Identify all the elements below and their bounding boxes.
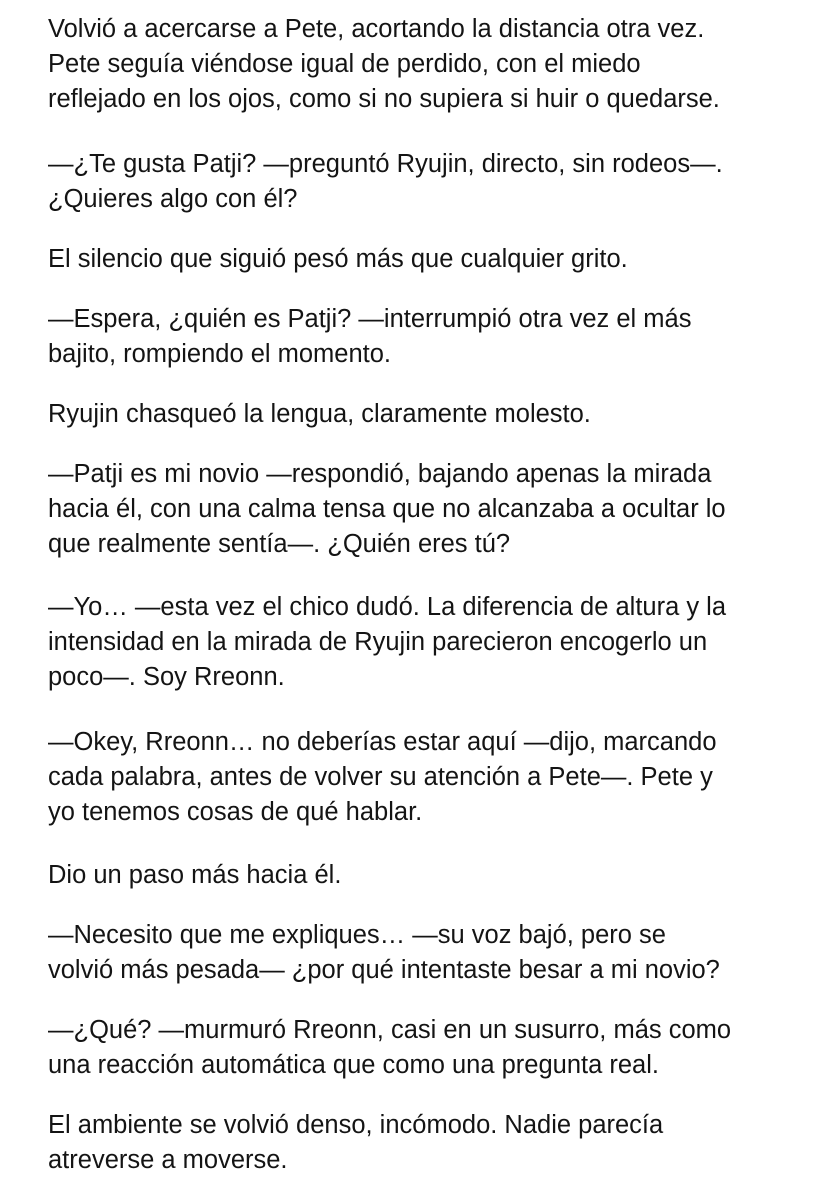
story-paragraph-8: —Okey, Rreonn… no deberías estar aquí —dijo, marcando cada palabra, antes de volver su atención a Pete—. Pete y yo tenemos cosas de qué hablar. — [48, 728, 717, 826]
story-paragraph-6: —Patji es mi novio —respondió, bajando apenas la mirada hacia él, con una calma tensa que no alcanzaba a ocultar lo que realmente sentía—. ¿Quién eres tú? — [48, 460, 726, 558]
story-paragraph-5: Ryujin chasqueó la lengua, claramente molesto. — [48, 400, 591, 428]
story-paragraph-10: —Necesito que me expliques… —su voz bajó, pero se volvió más pesada— ¿por qué intentaste besar a mi novio? — [48, 921, 720, 984]
story-paragraph-3: El silencio que siguió pesó más que cualquier grito. — [48, 245, 628, 273]
story-paragraph-2: —¿Te gusta Patji? —preguntó Ryujin, directo, sin rodeos—. ¿Quieres algo con él? — [48, 150, 723, 213]
story-paragraph-11: —¿Qué? —murmuró Rreonn, casi en un susurro, más como una reacción automática que como una pregunta real. — [48, 1016, 732, 1079]
story-paragraph-9: Dio un paso más hacia él. — [48, 861, 342, 889]
story-paragraph-7: —Yo… —esta vez el chico dudó. La diferencia de altura y la intensidad en la mirada de Ryujin parecieron encogerlo un poco—. Soy Rreonn. — [48, 593, 727, 691]
story-paragraph-4: —Espera, ¿quién es Patji? —interrumpió otra vez el más bajito, rompiendo el momento. — [48, 305, 692, 368]
story-paragraph-1: Volvió a acercarse a Pete, acortando la distancia otra vez. Pete seguía viéndose igual de perdido, con el miedo reflejado en los ojos, como si no supiera si huir o quedarse. — [48, 15, 720, 113]
story-paragraph-12: El ambiente se volvió denso, incómodo. Nadie parecía atreverse a moverse. — [48, 1111, 664, 1174]
